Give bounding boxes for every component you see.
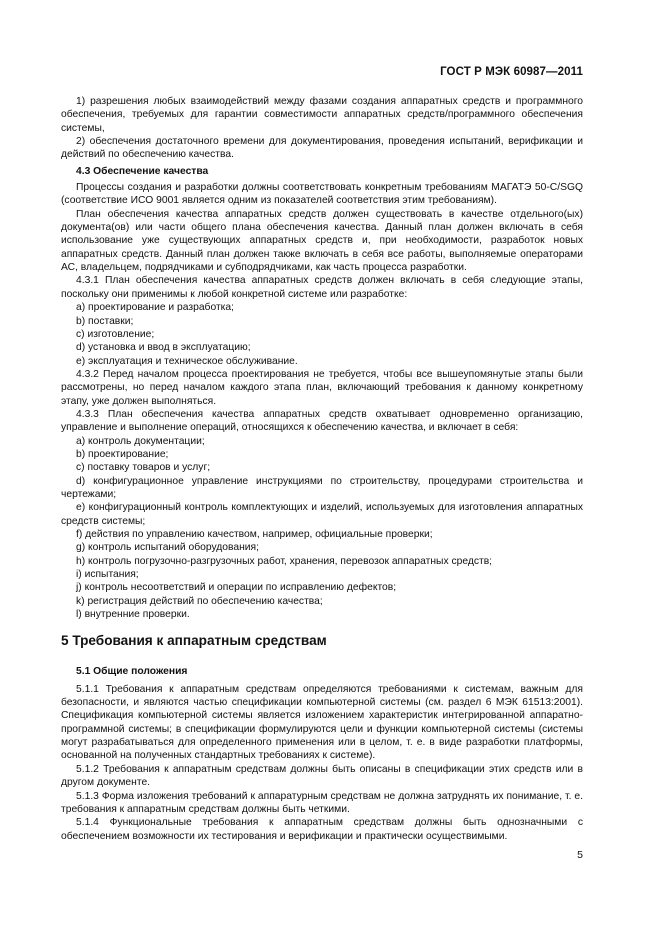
- list-item: f) действия по управлению качеством, например, официальные проверки;: [76, 529, 433, 540]
- list-item: e) эксплуатация и техническое обслуживание.: [76, 355, 298, 367]
- paragraph-4-3-1: 4.3.1 План обеспечения качества аппаратных средств должен включать в себя следующие этапы, поскольку они применимы к любой конкретной системе или разработке:: [61, 275, 583, 300]
- list-item: a) проектирование и разработка;: [76, 302, 234, 314]
- heading-section-5: 5 Требования к аппаратным средствам: [61, 633, 327, 649]
- document-page: [61, 0, 583, 936]
- list-item: e) конфигурационный контроль комплектующих и изделий, используемых для изготовления аппаратных средств системы;: [61, 502, 583, 527]
- list-item: c) поставку товаров и услуг;: [76, 462, 211, 474]
- paragraph-4-3-a: Процессы создания и разработки должны соответствовать конкретным требованиям МАГАТЭ 50-C/SGQ (соответствие ИСО 9001 является одним из показателей соответствия этим требованиям).: [61, 182, 583, 207]
- heading-4-3: 4.3 Обеспечение качества: [76, 165, 209, 177]
- list-item: i) испытания;: [76, 569, 139, 581]
- list-item: d) установка и ввод в эксплуатацию;: [76, 342, 251, 354]
- heading-5-1: 5.1 Общие положения: [76, 666, 188, 678]
- paragraph-intro-2: 2) обеспечения достаточного времени для документирования, проведения испытаний, верификации и действий по обеспечению качества.: [61, 136, 583, 161]
- list-4-3-3: [61, 435, 583, 622]
- paragraph-4-3-b: План обеспечения качества аппаратных средств должен существовать в качестве отдельного(ых) документа(ов) или части общего плана обеспечения качества. Данный план должен включать в себя использование уже существующих аппаратных средств и, при необходимости, разработок новых аппаратных средств. Данный план должен также включать в себя все работы, выполняемые операторами АС, владельцем, подрядчиками и субподрядчиками, как часть процесса разработки.: [61, 208, 583, 274]
- page-number: 5: [577, 849, 583, 861]
- list-item: b) проектирование;: [76, 448, 169, 460]
- paragraph-5-1-2: 5.1.2 Требования к аппаратным средствам должны быть описаны в спецификации этих средств или в другом документе.: [61, 763, 583, 789]
- list-item: a) контроль документации;: [76, 435, 205, 447]
- list-item: d) конфигурационное управление инструкциями по строительству, процедурами строительства и чертежами;: [61, 475, 583, 500]
- list-item: h) контроль погрузочно-разгрузочных работ, хранения, перевозок аппаратных средств;: [76, 555, 493, 567]
- paragraph-5-1-4: 5.1.4 Функциональные требования к аппаратным средствам должны быть однозначными с обеспечением возможности их тестирования и верификации и практически осуществимыми.: [61, 817, 583, 842]
- paragraph-intro-1: 1) разрешения любых взаимодействий между фазами создания аппаратных средств и программного обеспечения, требуемых для гарантии совместимости аппаратных средств/программного обеспечения системы,: [61, 96, 583, 134]
- paragraph-4-3-2: 4.3.2 Перед началом процесса проектирования не требуется, чтобы все вышеупомянутые этапы были рассмотрены, но перед началом каждого этапа план, включающий требования к данному конкретному этапу, уже должен выполняться.: [61, 368, 583, 407]
- list-4-3-1: [61, 301, 583, 368]
- document-body: [61, 95, 583, 843]
- list-item: c) изготовление;: [76, 328, 155, 340]
- paragraph-5-1-3: 5.1.3 Форма изложения требований к аппаратурным средствам не должна затруднять их понимание, т. е. требования к аппаратным средствам должны быть четкими.: [61, 790, 583, 815]
- list-item: j) контроль несоответствий и операции по исправлению дефектов;: [76, 582, 397, 594]
- document-code-header: ГОСТ Р МЭК 60987—2011: [440, 66, 583, 78]
- list-item: l) внутренние проверки.: [76, 609, 190, 621]
- list-item: k) регистрация действий по обеспечению качества;: [76, 595, 323, 607]
- list-item: b) поставки;: [76, 315, 134, 327]
- paragraph-5-1-1: 5.1.1 Требования к аппаратным средствам определяются требованиями к системам, важным для безопасности, и являются частью спецификации компьютерной системы (см. раздел 6 МЭК 61513:2001). Спецификация компьютерной системы является изложением характеристик интегрированной аппаратно-программной системы; в спецификации формулируются цели и функции компьютерной системы (системы могут разрабатываться для определенного применения или в целом, т. е. в виде разработки платформы, основанной на полученных стандартных требованиях к системе).: [61, 683, 583, 762]
- paragraph-4-3-3: 4.3.3 План обеспечения качества аппаратных средств охватывает одновременно организацию, управление и выполнение операций, относящихся к обеспечению качества, и включает в себя:: [61, 408, 583, 434]
- list-item: g) контроль испытаний оборудования;: [76, 542, 259, 554]
